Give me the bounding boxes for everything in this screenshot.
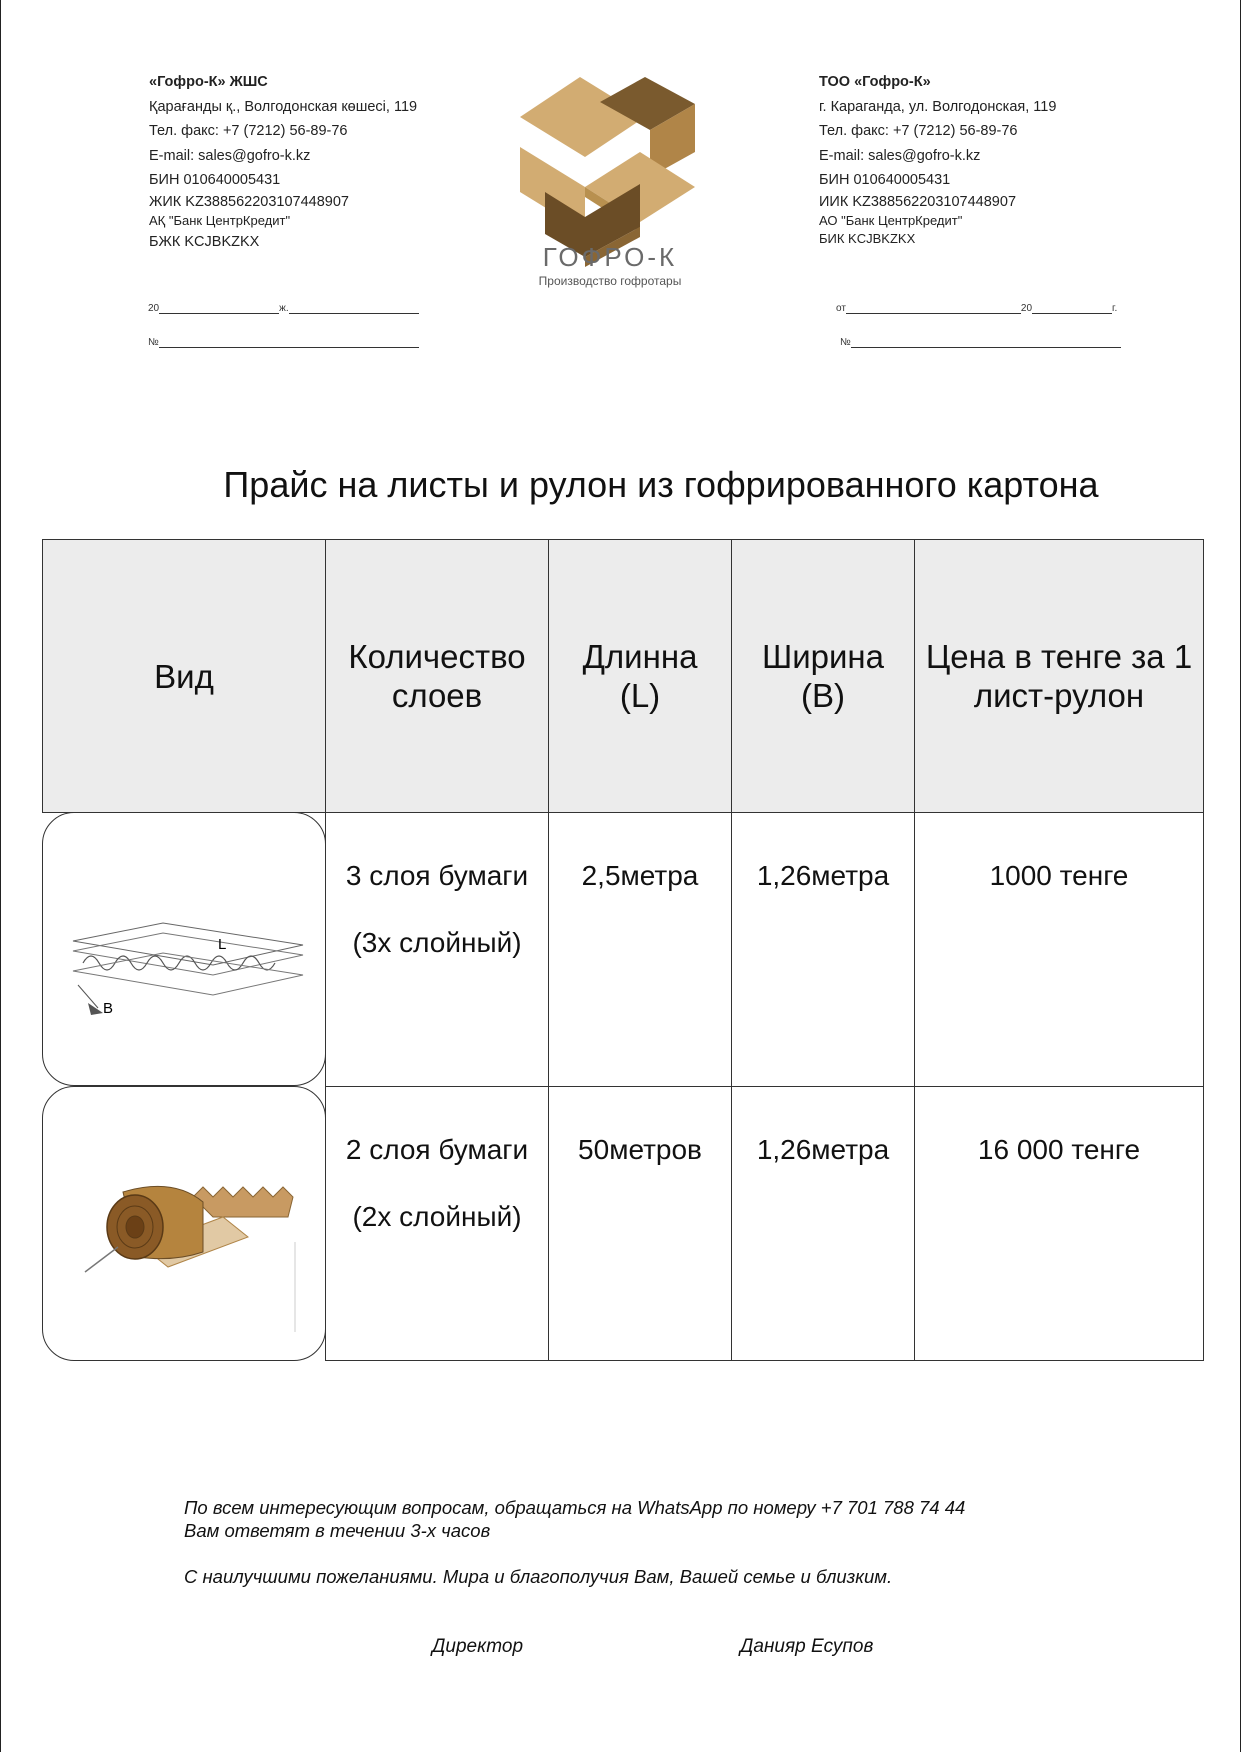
table-row-image xyxy=(42,1086,326,1361)
corrugated-roll-icon xyxy=(43,1087,326,1361)
header-cell-width: Ширина (B) xyxy=(731,539,915,813)
company-address: Қарағанды қ., Волгодонская көшесі, 119 xyxy=(149,98,418,115)
date-line-left: 20 ж. xyxy=(148,303,419,314)
table-cell-length: 2,5метра xyxy=(548,812,732,1087)
table-cell-width: 1,26метра xyxy=(731,812,915,1087)
contact-line: По всем интересующим вопросам, обращаться на WhatsApp по номеру +7 701 788 74 44 xyxy=(184,1497,966,1518)
number-line-right: № xyxy=(840,337,1121,348)
header-cell-length: Длинна (L) xyxy=(548,539,732,813)
table-row-image xyxy=(42,812,326,1086)
logo-title: ГОФРО-К xyxy=(542,242,678,272)
table-cell-length: 50метров xyxy=(548,1086,732,1361)
company-name: ТОО «Гофро-К» xyxy=(819,74,931,90)
response-time-line: Вам ответят в течении 3-х часов xyxy=(184,1520,491,1541)
company-account: ЖИК KZ388562203107448907 xyxy=(149,193,349,210)
company-email: E-mail: sales@gofro-k.kz xyxy=(819,147,981,164)
logo-subtitle: Производство гофротары xyxy=(538,274,682,288)
page-title: Прайс на листы и рулон из гофрированного картона xyxy=(223,464,1099,505)
company-email: E-mail: sales@gofro-k.kz xyxy=(149,147,311,164)
company-details-ru xyxy=(819,70,1056,248)
company-bank: АО "Банк ЦентрКредит" xyxy=(819,212,963,228)
table-cell-price: 1000 тенге xyxy=(914,812,1204,1087)
header-cell-layers: Количество слоев xyxy=(325,539,549,813)
company-bin: БИН 010640005431 xyxy=(819,172,951,188)
number-line-left: № xyxy=(148,337,419,348)
company-account: ИИК KZ388562203107448907 xyxy=(819,193,1017,210)
company-bank: АҚ "Банк ЦентрКредит" xyxy=(149,212,291,228)
width-label: B xyxy=(103,1000,114,1017)
company-phone: Тел. факс: +7 (7212) 56-89-76 xyxy=(819,123,1018,139)
company-bin: БИН 010640005431 xyxy=(149,172,281,188)
company-name: «Гофро-К» ЖШС xyxy=(149,74,268,90)
header-cell-type: Вид xyxy=(42,539,326,813)
header-cell-price: Цена в тенге за 1 лист-рулон xyxy=(914,539,1204,813)
date-line-right: от 20 г. xyxy=(836,303,1118,314)
table-cell-layers: 3 слоя бумаги (3х слойный) xyxy=(325,812,549,1087)
company-details-kz xyxy=(149,70,417,254)
length-label: L xyxy=(218,936,227,953)
table-cell-price: 16 000 тенге xyxy=(914,1086,1204,1361)
director-position: Директор xyxy=(432,1636,524,1657)
corrugated-sheet-icon xyxy=(43,813,326,1086)
company-phone: Тел. факс: +7 (7212) 56-89-76 xyxy=(149,123,348,139)
table-cell-width: 1,26метра xyxy=(731,1086,915,1361)
price-table xyxy=(42,539,1204,1361)
wishes-line: С наилучшими пожеланиями. Мира и благополучия Вам, Вашей семье и близким. xyxy=(184,1566,893,1587)
company-bik: БИК KCJBKZKX xyxy=(819,230,916,246)
company-address: г. Караганда, ул. Волгодонская, 119 xyxy=(819,98,1057,115)
company-bik: БЖК KCJBKZKX xyxy=(149,233,260,250)
director-name: Данияр Есупов xyxy=(740,1636,874,1657)
table-cell-layers: 2 слоя бумаги (2х слойный) xyxy=(325,1086,549,1361)
